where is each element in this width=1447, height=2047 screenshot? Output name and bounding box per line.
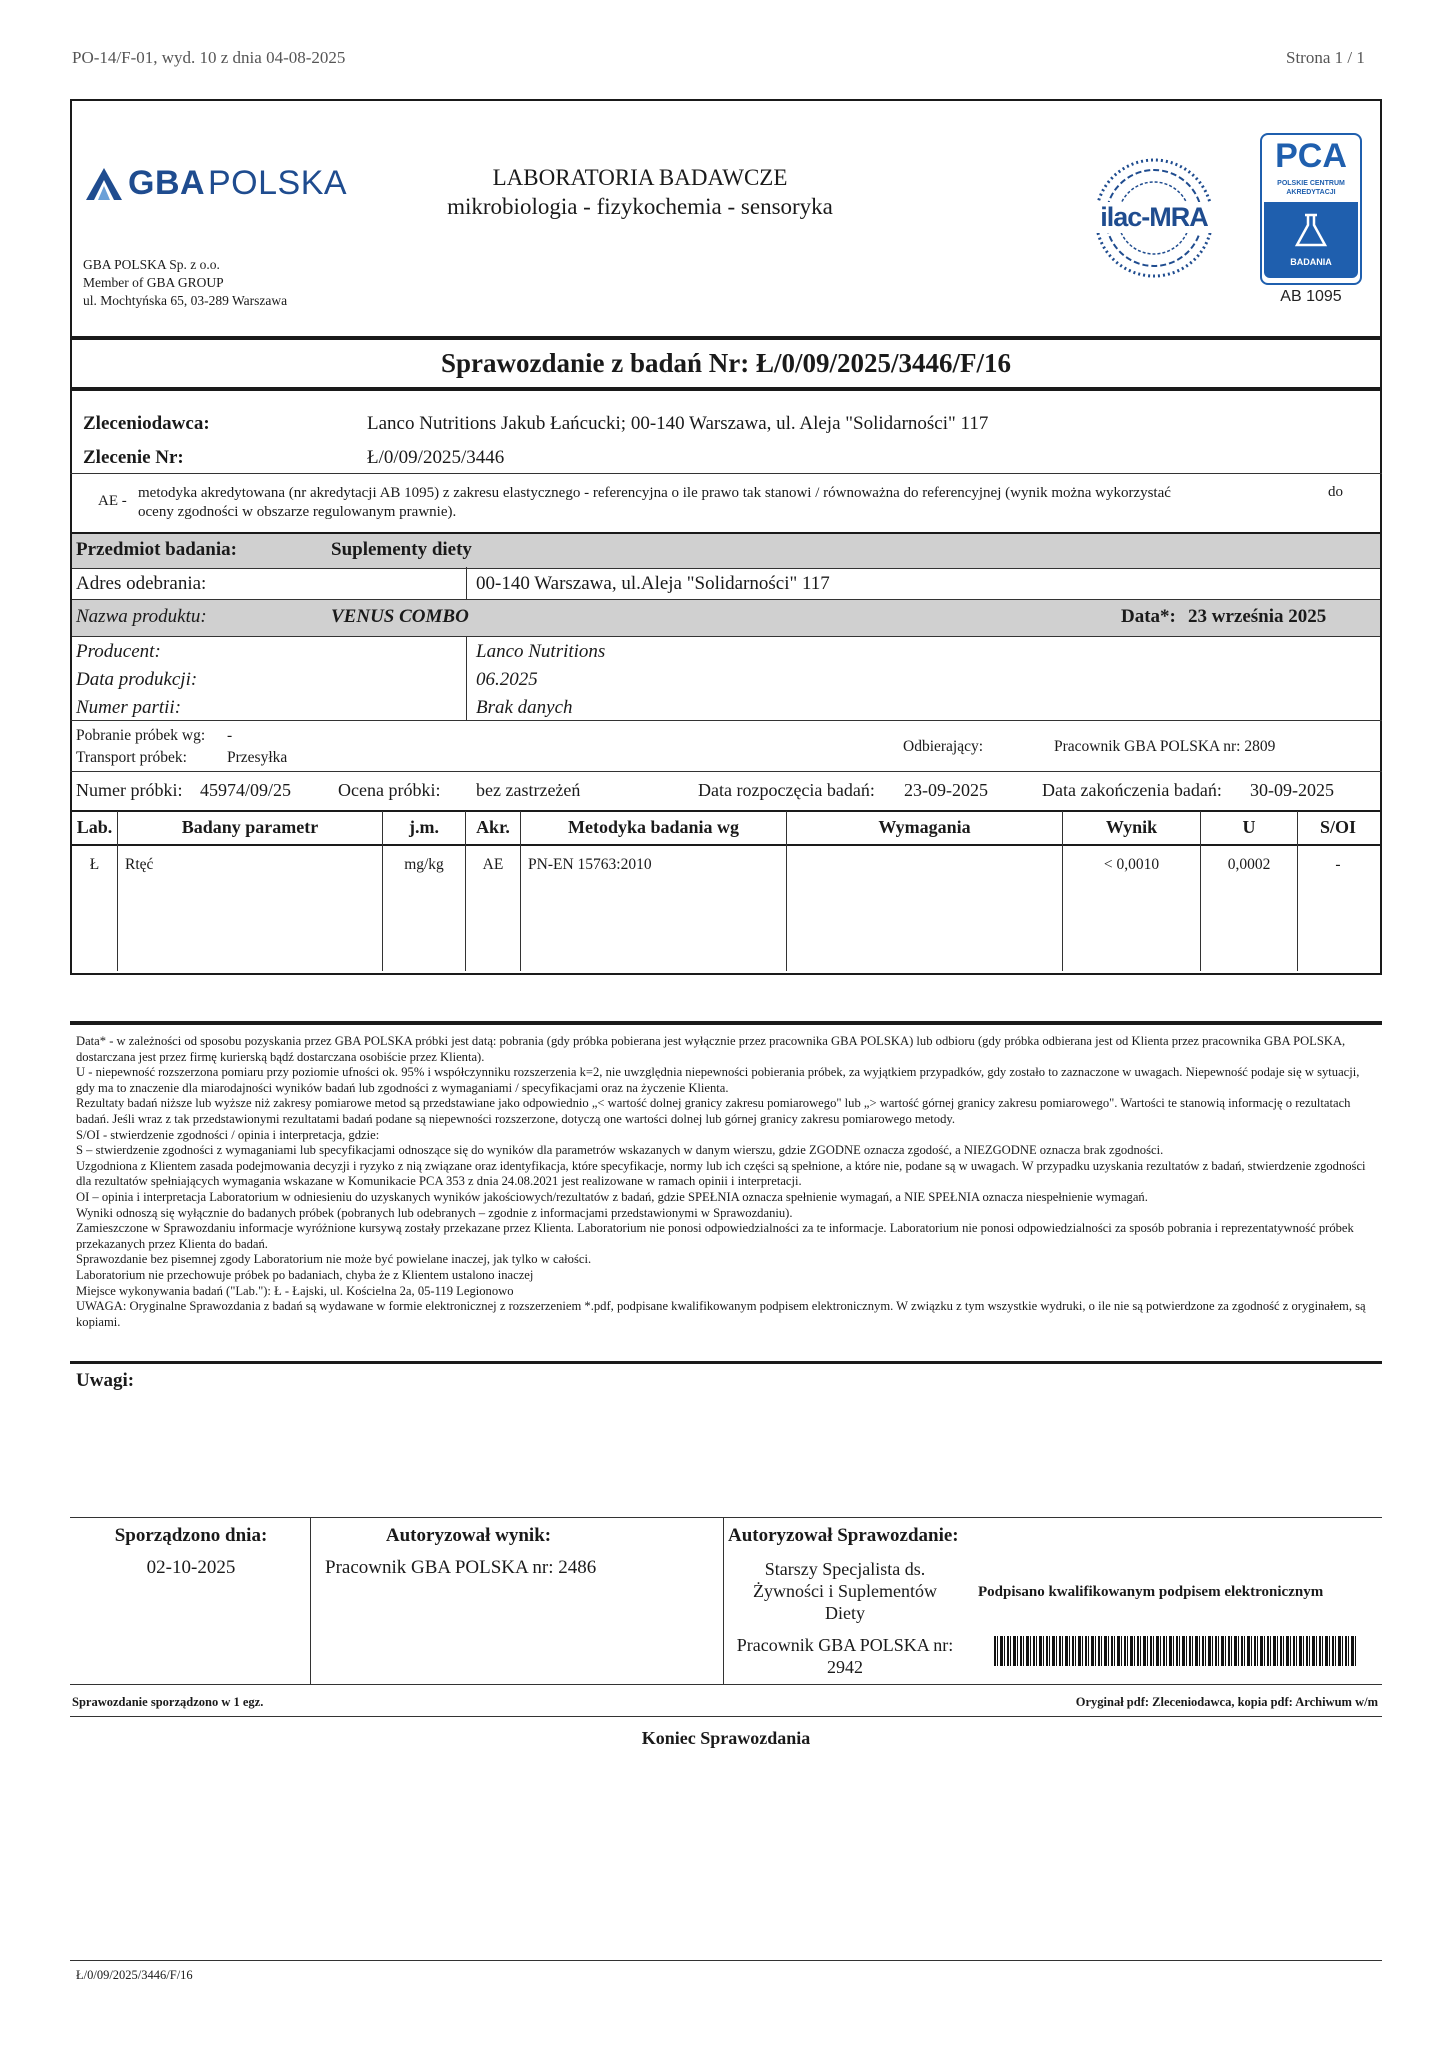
product-date-value: 23 września 2025: [1188, 606, 1327, 627]
divider: [70, 1684, 1382, 1685]
footnote: S/OI - stwierdzenie zgodności / opinia i interpretacja, gdzie:: [76, 1127, 380, 1142]
producer-label: Producent:: [76, 641, 161, 662]
position-line: Żywności i Suplementów: [753, 1581, 937, 1601]
pca-logo: [1260, 133, 1360, 305]
col-header-accreditation: Akr.: [476, 817, 510, 837]
lab-title: LABORATORIA BADAWCZE: [492, 165, 788, 190]
divider: [70, 1960, 1382, 1961]
authorized-result-label: Autoryzował wynik:: [385, 1525, 552, 1546]
sample-eval-value: bez zastrzeżeń: [476, 780, 581, 800]
sample-num-label: Numer próbki:: [76, 780, 183, 800]
producer-value: Lanco Nutritions: [476, 641, 606, 662]
employee-line: 2942: [827, 1657, 863, 1677]
footnote: Rezultaty badań niższe lub wyższe niż zakresy pomiarowe metod są przedstawiane jako odpowiednio „< wartość dolnej granicy zakresu pomiarowego" lub „> wartość górnej granicy zakresu pomiarowego". Wartości te stanowią informację o rezultatach badań. Jeśli wraz z tak przedstawionymi rezultatami badań podane są niepewności rozszerzone, dotyczą one wartości dolnej lub górnej granicy zakresu pomiarowego metody.: [76, 1096, 1351, 1126]
ae-code: AE -: [98, 493, 127, 509]
prepared-label: Sporządzono dnia:: [114, 1525, 268, 1546]
divider: [466, 567, 467, 599]
footnote: OI – opinia i interpretacja Laboratorium w odniesieniu do uzyskanych wyników jakościowych/rezultatów z badań, gdzie SPEŁNIA oznacza spełnienie wymagań, a NIE SPEŁNIA oznacza niespełnienie wymagań.: [76, 1189, 1148, 1204]
sampling-value: -: [227, 727, 233, 744]
signed-electronically: Podpisano kwalifikowanym podpisem elektronicznym: [978, 1584, 1324, 1600]
footer-id: Ł/0/09/2025/3446/F/16: [76, 1968, 193, 1982]
footnote: Laboratorium nie przechowuje próbek po badaniach, chyba że z Klientem ustalono inaczej: [76, 1267, 534, 1282]
footnote: Wyniki odnoszą się wyłącznie do badanych próbek (pobranych lub odebranych – zgodnie z informacjami przedstawionymi w Sprawozdaniu).: [76, 1205, 793, 1220]
receiver-label: Odbierający:: [903, 738, 984, 755]
company-line: Member of GBA GROUP: [83, 275, 224, 290]
position-line: Starszy Specjalista ds.: [764, 1559, 926, 1579]
pca-text: PCA: [1275, 137, 1347, 175]
company-line: GBA POLSKA Sp. z o.o.: [83, 257, 220, 272]
authorized-result-value: Pracownik GBA POLSKA nr: 2486: [325, 1557, 597, 1578]
col-header-lab: Lab.: [76, 817, 113, 837]
receiver-value: Pracownik GBA POLSKA nr: 2809: [1054, 738, 1276, 755]
original-note: Oryginał pdf: Zleceniodawca, kopia pdf: Archiwum w/m: [1075, 1695, 1378, 1709]
divider: [70, 1716, 1382, 1717]
position-line: Diety: [825, 1603, 865, 1623]
divider: [70, 720, 1382, 721]
sample-num-value: 45974/09/25: [200, 780, 292, 800]
signer-employee: [724, 1634, 966, 1678]
production-date-value: 06.2025: [476, 669, 538, 690]
batch-value: Brak danych: [476, 697, 573, 718]
divider: [70, 387, 1382, 391]
subject-value: Suplementy diety: [331, 539, 472, 560]
cell-method: PN-EN 15763:2010: [528, 856, 652, 873]
lab-subtitle: mikrobiologia - fizykochemia - sensoryka: [447, 194, 833, 219]
subject-bar: [72, 532, 1380, 569]
col-header-result: Wynik: [1105, 817, 1158, 837]
end-of-report: Koniec Sprawozdania: [641, 1728, 811, 1748]
transport-value: Przesyłka: [227, 749, 288, 766]
ae-note-end: do: [1328, 484, 1343, 500]
brand-polska: POLSKA: [208, 164, 348, 202]
divider: [70, 1517, 1382, 1518]
ilac-mra-seal: [1092, 156, 1216, 280]
product-date-label: Data*:: [1121, 606, 1176, 627]
report-title: Sprawozdanie z badań Nr: Ł/0/09/2025/3446/F/16: [440, 348, 1012, 378]
footnote: Miejsce wykonywania badań ("Lab."): Ł - Łajski, ul. Kościelna 2a, 05-119 Legionowo: [76, 1283, 514, 1298]
footnote: S – stwierdzenie zgodności z wymaganiami lub specyfikacjami odnoszące się do wyników dla parametrów wskazanych w danym wierszu, gdzie ZGODNE oznacza zgodość, a NIEZGODNE oznacza brak zgodności.: [76, 1143, 1164, 1158]
col-header-parameter: Badany parametr: [181, 817, 319, 837]
end-date-value: 30-09-2025: [1250, 780, 1334, 800]
pca-subtext: POLSKIE CENTRUM AKREDYTACJI: [1277, 180, 1345, 196]
col-header-unit: j.m.: [409, 817, 439, 837]
start-date-label: Data rozpoczęcia badań:: [698, 780, 875, 800]
sample-eval-label: Ocena próbki:: [338, 780, 441, 800]
col-header-requirements: Wymagania: [878, 817, 971, 837]
page-number: Strona 1 / 1: [1286, 48, 1365, 67]
footnote: Zamieszczone w Sprawozdaniu informacje wyróżnione kursywą zostały przekazane przez Klienta. Laboratorium nie ponosi odpowiedzialności za te informacje. Laboratorium nie ponosi odpowiedzialności za sposób pobrania i reprezentatywność próbek przekazanych przez Klienta do badań.: [76, 1221, 1354, 1251]
flask-icon: [1291, 213, 1331, 249]
footnotes: [76, 1034, 1376, 1330]
footnote: Data* - w zależności od sposobu pozyskania przez GBA POLSKA próbki jest datą: pobrania (gdy próbka pobierana jest wyłącznie przez pracownika GBA POLSKA) lub odbioru (gdy próbka odbierana jest od Klienta przez pracownika GBA POLSKA, dostarczana jest przez firmę kurierską bądź dostarczana osobiście przez Klienta).: [76, 1034, 1346, 1064]
copies-note: Sprawozdanie sporządzono w 1 egz.: [72, 1695, 264, 1709]
cell-parameter: Rtęć: [125, 856, 154, 873]
divider: [70, 810, 1382, 812]
col-header-method: Metodyka badania wg: [567, 817, 740, 837]
prepared-value: 02-10-2025: [146, 1557, 236, 1578]
ilac-text: ilac-MRA: [1092, 202, 1216, 233]
cell-result: < 0,0010: [1103, 856, 1160, 873]
product-bar: [72, 599, 1380, 637]
ae-note-line2: oceny zgodności w obszarze regulowanym prawnie).: [138, 504, 457, 520]
form-id: PO-14/F-01, wyd. 10 z dnia 04-08-2025: [72, 48, 346, 67]
cell-accreditation: AE: [482, 856, 504, 873]
company-info: [83, 256, 287, 310]
sampling-label: Pobranie próbek wg:: [76, 727, 206, 744]
cell-uncertainty: 0,0002: [1227, 856, 1271, 873]
col-header-uncertainty: U: [1242, 817, 1256, 837]
ae-note-line1: metodyka akredytowana (nr akredytacji AB 1095) z zakresu elastycznego - referencyjna o ile prawo tak stanowi / równoważna do referencyjnej (wynik można wykorzystać: [138, 485, 1171, 501]
signer-position: [724, 1558, 966, 1624]
batch-label: Numer partii:: [76, 697, 182, 718]
divider: [70, 1021, 1382, 1025]
end-date-label: Data zakończenia badań:: [1042, 780, 1222, 800]
ae-note-text: [138, 484, 1338, 522]
signature-barcode: [994, 1636, 1356, 1666]
footnote: Sprawozdanie bez pisemnej zgody Laboratorium nie może być powielane inaczej, jak tylko w całości.: [76, 1252, 592, 1267]
cell-soi: -: [1335, 856, 1341, 873]
company-line: ul. Mochtyńska 65, 03-289 Warszawa: [83, 293, 288, 308]
cell-lab: Ł: [89, 856, 100, 873]
start-date-value: 23-09-2025: [904, 780, 988, 800]
gba-triangle-icon: [84, 166, 124, 202]
divider: [70, 771, 1382, 772]
employee-line: Pracownik GBA POLSKA nr:: [736, 1635, 954, 1655]
order-value: Ł/0/09/2025/3446: [367, 447, 505, 468]
brand-gba: GBA: [128, 164, 206, 202]
divider: [70, 1361, 1382, 1364]
footnote: Uzgodniona z Klientem zasada podejmowania decyzji i ryzyko z nią związane oraz identyfikacja, które specyfikacje, normy lub ich części są spełnione, a które nie, podane są w uwagach. W przypadku uzyskania rezultatów z badań, stwierdzenie zgodności dla rezultatów spełniających wymagania wskazane w Komunikacie PCA 353 z dnia 24.08.2021 jest realizowane w ramach opinii i interpretacji.: [76, 1158, 1366, 1189]
cell-unit: mg/kg: [404, 856, 444, 873]
authorized-report-label: Autoryzował Sprawozdanie:: [728, 1525, 959, 1546]
client-label: Zleceniodawca:: [83, 413, 210, 434]
pca-code: AB 1095: [1280, 288, 1342, 305]
divider: [466, 636, 467, 720]
footnote: UWAGA: Oryginalne Sprawozdania z badań są wydawane w formie elektronicznej z rozszerzeniem *.pdf, podpisane kwalifikowanym podpisem elektronicznym. W związku z tym wszystkie wydruki, o ile nie są potwierdzone za zgodność z oryginałem, są kopiami.: [76, 1299, 1366, 1329]
divider: [70, 844, 1382, 846]
footnote: U - niepewność rozszerzona pomiaru przy poziomie ufności ok. 95% i współczynniku rozszerzenia k=2, nie uwzględnia niepewności pobierania próbek, za wyjątkiem przypadków, gdy zostało to zaznaczone w uwagach. Niepewność podaje się w sytuacji, gdy ma to znaczenie dla miarodajności wyników badań lub zgodności z wymaganiami / specyfikacjami oraz na życzenie Klienta.: [76, 1065, 1360, 1095]
divider: [70, 336, 1382, 340]
divider: [70, 473, 1382, 474]
remarks-label: Uwagi:: [76, 1370, 135, 1391]
transport-label: Transport próbek:: [76, 749, 187, 766]
pca-badania: BADANIA: [1290, 257, 1332, 267]
col-header-soi: S/OI: [1319, 817, 1357, 837]
subject-label: Przedmiot badania:: [76, 539, 237, 560]
product-label: Nazwa produktu:: [76, 606, 207, 627]
address-label: Adres odebrania:: [76, 573, 207, 594]
product-value: VENUS COMBO: [331, 606, 469, 627]
order-label: Zlecenie Nr:: [83, 447, 184, 468]
address-value: 00-140 Warszawa, ul.Aleja "Solidarności" 117: [476, 573, 830, 594]
client-value: Lanco Nutritions Jakub Łańcucki; 00-140 Warszawa, ul. Aleja "Solidarności" 117: [367, 413, 989, 434]
production-date-label: Data produkcji:: [76, 669, 198, 690]
